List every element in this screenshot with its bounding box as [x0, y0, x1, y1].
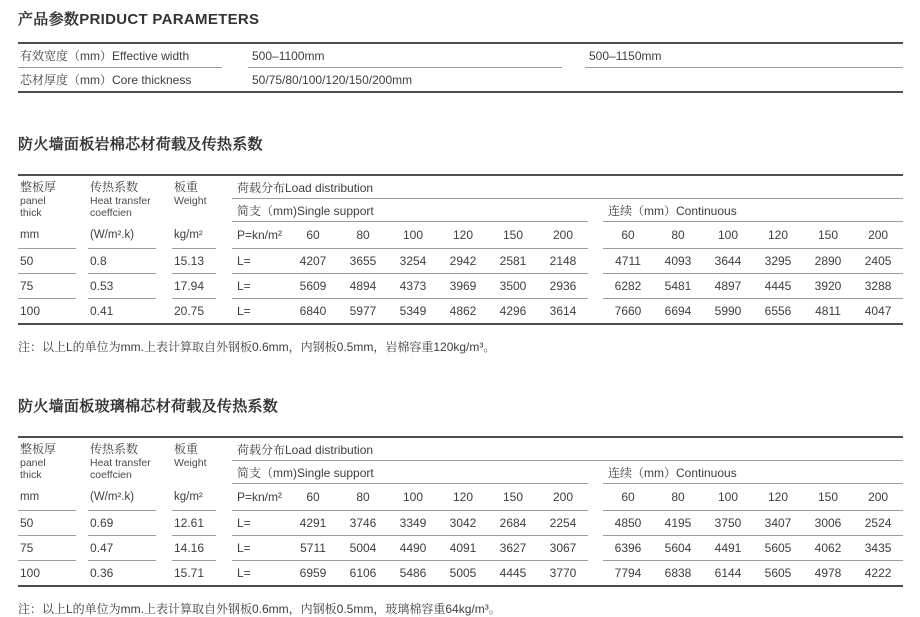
column-gap — [588, 484, 603, 511]
span-value: 5486 — [399, 566, 427, 580]
group-header-continuous: 连续（mm）Continuous — [603, 461, 903, 484]
load-table-glasswool — [18, 436, 903, 587]
column-gap — [156, 536, 172, 561]
p-load-label: P=kn/m² — [232, 222, 288, 249]
column-gap — [156, 511, 172, 536]
span-value: 4222 — [864, 566, 892, 580]
span-value: 3644 — [703, 249, 753, 274]
column-gap — [562, 68, 585, 93]
header-line: 板重 — [174, 180, 199, 194]
span-value: 7660 — [614, 304, 642, 318]
coefficient-value: 0.69 — [88, 511, 156, 536]
span-value: 6282 — [603, 274, 653, 299]
column-gap — [588, 299, 603, 325]
load-col-header: 100 — [388, 222, 438, 249]
span-value: 6144 — [714, 566, 742, 580]
group-header-load-distribution: 荷载分布Load distribution — [232, 437, 903, 461]
span-value: 3770 — [549, 566, 577, 580]
column-gap — [562, 43, 585, 68]
thickness-value: 75 — [18, 536, 76, 561]
weight-value: 12.61 — [172, 511, 216, 536]
table-row — [18, 299, 903, 325]
load-table-rockwool — [18, 174, 903, 325]
span-value: 5005 — [449, 566, 477, 580]
group-header-continuous: 连续（mm）Continuous — [603, 199, 903, 222]
l-label: L= — [232, 536, 288, 561]
column-gap — [222, 68, 248, 93]
span-value: 5604 — [653, 536, 703, 561]
column-gap — [216, 511, 232, 536]
load-col-header: 80 — [338, 484, 388, 511]
load-col-header: 200 — [853, 222, 903, 249]
span-value: 4373 — [388, 274, 438, 299]
column-gap — [156, 175, 172, 249]
load-col-header: 80 — [653, 222, 703, 249]
span-value: 5349 — [399, 304, 427, 318]
header-unit: (W/m².k) — [90, 229, 135, 241]
span-value: 3435 — [853, 536, 903, 561]
header-unit: kg/m² — [174, 491, 203, 503]
span-value: 5990 — [714, 304, 742, 318]
span-value: 5605 — [764, 566, 792, 580]
span-value: 2942 — [438, 249, 488, 274]
column-gap — [76, 511, 88, 536]
column-gap — [76, 437, 88, 511]
param-value: 50/75/80/100/120/150/200mm — [252, 72, 413, 87]
table-row — [18, 511, 903, 536]
column-gap — [156, 437, 172, 511]
span-value: 4047 — [864, 304, 892, 318]
group-header-single-support: 简支（mm)Single support — [232, 461, 588, 484]
span-value: 2148 — [538, 249, 588, 274]
col-header-heat-transfer — [88, 437, 156, 511]
span-value: 4296 — [499, 304, 527, 318]
weight-value: 14.16 — [172, 536, 216, 561]
load-col-header: 150 — [488, 222, 538, 249]
load-col-header: 60 — [288, 484, 338, 511]
column-gap — [588, 536, 603, 561]
span-value: 4978 — [814, 566, 842, 580]
column-gap — [156, 249, 172, 274]
header-line: thick — [20, 469, 42, 481]
span-value: 6396 — [603, 536, 653, 561]
span-value: 4445 — [499, 566, 527, 580]
column-gap — [76, 175, 88, 249]
load-col-header: 120 — [438, 484, 488, 511]
header-line: panel — [20, 457, 46, 469]
param-value: 500–1150mm — [585, 43, 903, 68]
span-value: 2524 — [853, 511, 903, 536]
load-col-header: 200 — [538, 222, 588, 249]
span-value: 5481 — [653, 274, 703, 299]
table-row — [18, 249, 903, 274]
span-value: 3614 — [549, 304, 577, 318]
col-header-heat-transfer — [88, 175, 156, 249]
param-value — [585, 68, 903, 93]
header-line: Heat transfer — [90, 457, 151, 469]
span-value: 2405 — [853, 249, 903, 274]
load-col-header: 150 — [803, 222, 853, 249]
weight-value: 15.71 — [174, 566, 205, 580]
product-parameters-table — [18, 42, 903, 93]
section-title-glasswool: 防火墙面板玻璃棉芯材荷载及传热系数 — [18, 398, 279, 415]
load-col-header: 150 — [488, 484, 538, 511]
column-gap — [76, 299, 88, 325]
span-value: 4850 — [603, 511, 653, 536]
column-gap — [76, 249, 88, 274]
span-value: 2890 — [803, 249, 853, 274]
column-gap — [216, 536, 232, 561]
header-line: panel — [20, 195, 46, 207]
span-value: 3746 — [338, 511, 388, 536]
span-value: 2684 — [488, 511, 538, 536]
load-col-header: 100 — [388, 484, 438, 511]
span-value: 5609 — [288, 274, 338, 299]
span-value: 4862 — [449, 304, 477, 318]
span-value: 3500 — [488, 274, 538, 299]
span-value: 5711 — [288, 536, 338, 561]
thickness-value: 100 — [20, 304, 41, 318]
span-value: 3254 — [388, 249, 438, 274]
span-value: 4894 — [338, 274, 388, 299]
span-value: 4291 — [288, 511, 338, 536]
table-row — [18, 43, 903, 68]
column-gap — [216, 175, 232, 249]
section-title-rockwool: 防火墙面板岩棉芯材荷载及传热系数 — [18, 136, 263, 153]
coefficient-value: 0.41 — [90, 304, 114, 318]
column-gap — [588, 561, 603, 587]
span-value: 4490 — [388, 536, 438, 561]
column-gap — [76, 274, 88, 299]
span-value: 4445 — [753, 274, 803, 299]
span-value: 2936 — [538, 274, 588, 299]
span-value: 6106 — [349, 566, 377, 580]
span-value: 4195 — [653, 511, 703, 536]
span-value: 5977 — [349, 304, 377, 318]
l-label: L= — [237, 304, 251, 318]
l-label: L= — [232, 274, 288, 299]
column-gap — [222, 43, 248, 68]
load-col-header: 200 — [538, 484, 588, 511]
table-row — [18, 561, 903, 587]
span-value: 3042 — [438, 511, 488, 536]
span-value: 6694 — [664, 304, 692, 318]
span-value: 3295 — [753, 249, 803, 274]
span-value: 2254 — [538, 511, 588, 536]
table-row — [18, 536, 903, 561]
load-col-header: 200 — [853, 484, 903, 511]
span-value: 6556 — [764, 304, 792, 318]
coefficient-value: 0.8 — [88, 249, 156, 274]
column-gap — [216, 561, 232, 587]
page-title: 产品参数PRIDUCT PARAMETERS — [18, 11, 260, 28]
span-value: 3349 — [388, 511, 438, 536]
footnote-rockwool: 注：以上L的单位为mm.上表计算取自外钢板0.6mm，内钢板0.5mm，岩棉容重120kg/m³。 — [18, 340, 496, 354]
header-line: 整板厚 — [20, 442, 57, 456]
weight-value: 15.13 — [172, 249, 216, 274]
span-value: 7794 — [614, 566, 642, 580]
coefficient-value: 0.53 — [88, 274, 156, 299]
span-value: 3750 — [703, 511, 753, 536]
column-gap — [156, 561, 172, 587]
span-value: 3407 — [753, 511, 803, 536]
column-gap — [76, 536, 88, 561]
header-row — [18, 175, 903, 199]
param-label: 芯材厚度（mm）Core thickness — [20, 73, 192, 87]
header-unit: mm — [20, 491, 40, 503]
column-gap — [588, 461, 603, 484]
header-line: thick — [20, 207, 42, 219]
header-line: 传热系数 — [90, 180, 139, 194]
header-unit: kg/m² — [174, 229, 203, 241]
load-col-header: 120 — [753, 484, 803, 511]
span-value: 4711 — [603, 249, 653, 274]
load-col-header: 60 — [603, 222, 653, 249]
load-col-header: 80 — [653, 484, 703, 511]
header-line: coeffcien — [90, 207, 132, 219]
table-row — [18, 274, 903, 299]
span-value: 4897 — [703, 274, 753, 299]
load-col-header: 100 — [703, 222, 753, 249]
group-header-load-distribution: 荷载分布Load distribution — [232, 175, 903, 199]
header-unit: (W/m².k) — [90, 491, 135, 503]
span-value: 3288 — [853, 274, 903, 299]
column-gap — [216, 437, 232, 511]
span-value: 4093 — [653, 249, 703, 274]
span-value: 5605 — [753, 536, 803, 561]
span-value: 6959 — [299, 566, 327, 580]
column-gap — [216, 299, 232, 325]
header-row — [18, 437, 903, 461]
span-value: 3627 — [488, 536, 538, 561]
thickness-value: 50 — [18, 511, 76, 536]
col-header-weight — [172, 437, 216, 511]
l-label: L= — [232, 249, 288, 274]
coefficient-value: 0.47 — [88, 536, 156, 561]
span-value: 6838 — [664, 566, 692, 580]
group-header-single-support: 简支（mm)Single support — [232, 199, 588, 222]
header-line: 传热系数 — [90, 442, 139, 456]
span-value: 3920 — [803, 274, 853, 299]
load-col-header: 80 — [338, 222, 388, 249]
footnote-glasswool: 注：以上L的单位为mm.上表计算取自外钢板0.6mm，内钢板0.5mm，玻璃棉容重64kg/m³。 — [18, 602, 501, 616]
col-header-panel-thickness — [18, 175, 76, 249]
table-row — [18, 68, 903, 93]
p-load-label: P=kn/m² — [232, 484, 288, 511]
span-value: 4091 — [438, 536, 488, 561]
header-line: 板重 — [174, 442, 199, 456]
span-value: 2581 — [488, 249, 538, 274]
l-label: L= — [232, 511, 288, 536]
column-gap — [216, 274, 232, 299]
header-line: Heat transfer — [90, 195, 151, 207]
column-gap — [156, 299, 172, 325]
load-col-header: 120 — [438, 222, 488, 249]
column-gap — [588, 249, 603, 274]
span-value: 3655 — [338, 249, 388, 274]
header-line: Weight — [174, 195, 207, 207]
column-gap — [588, 511, 603, 536]
load-col-header: 60 — [603, 484, 653, 511]
span-value: 4207 — [288, 249, 338, 274]
span-value: 4491 — [703, 536, 753, 561]
span-value: 4062 — [803, 536, 853, 561]
span-value: 6840 — [299, 304, 327, 318]
column-gap — [156, 274, 172, 299]
thickness-value: 50 — [18, 249, 76, 274]
col-header-weight — [172, 175, 216, 249]
span-value: 3969 — [438, 274, 488, 299]
thickness-value: 100 — [20, 566, 41, 580]
load-col-header: 120 — [753, 222, 803, 249]
load-col-header: 150 — [803, 484, 853, 511]
column-gap — [76, 561, 88, 587]
weight-value: 20.75 — [174, 304, 205, 318]
span-value: 3006 — [803, 511, 853, 536]
span-value: 4811 — [815, 304, 841, 318]
col-header-panel-thickness — [18, 437, 76, 511]
header-line: 整板厚 — [20, 180, 57, 194]
column-gap — [588, 199, 603, 222]
header-unit: mm — [20, 229, 40, 241]
load-col-header: 100 — [703, 484, 753, 511]
span-value: 3067 — [538, 536, 588, 561]
thickness-value: 75 — [18, 274, 76, 299]
header-line: Weight — [174, 457, 207, 469]
coefficient-value: 0.36 — [90, 566, 114, 580]
param-value: 500–1100mm — [248, 43, 562, 68]
span-value: 5004 — [338, 536, 388, 561]
weight-value: 17.94 — [172, 274, 216, 299]
column-gap — [588, 274, 603, 299]
load-col-header: 60 — [288, 222, 338, 249]
header-line: coeffcien — [90, 469, 132, 481]
l-label: L= — [237, 566, 251, 580]
column-gap — [588, 222, 603, 249]
param-label: 有效宽度（mm）Effective width — [18, 43, 222, 68]
column-gap — [216, 249, 232, 274]
